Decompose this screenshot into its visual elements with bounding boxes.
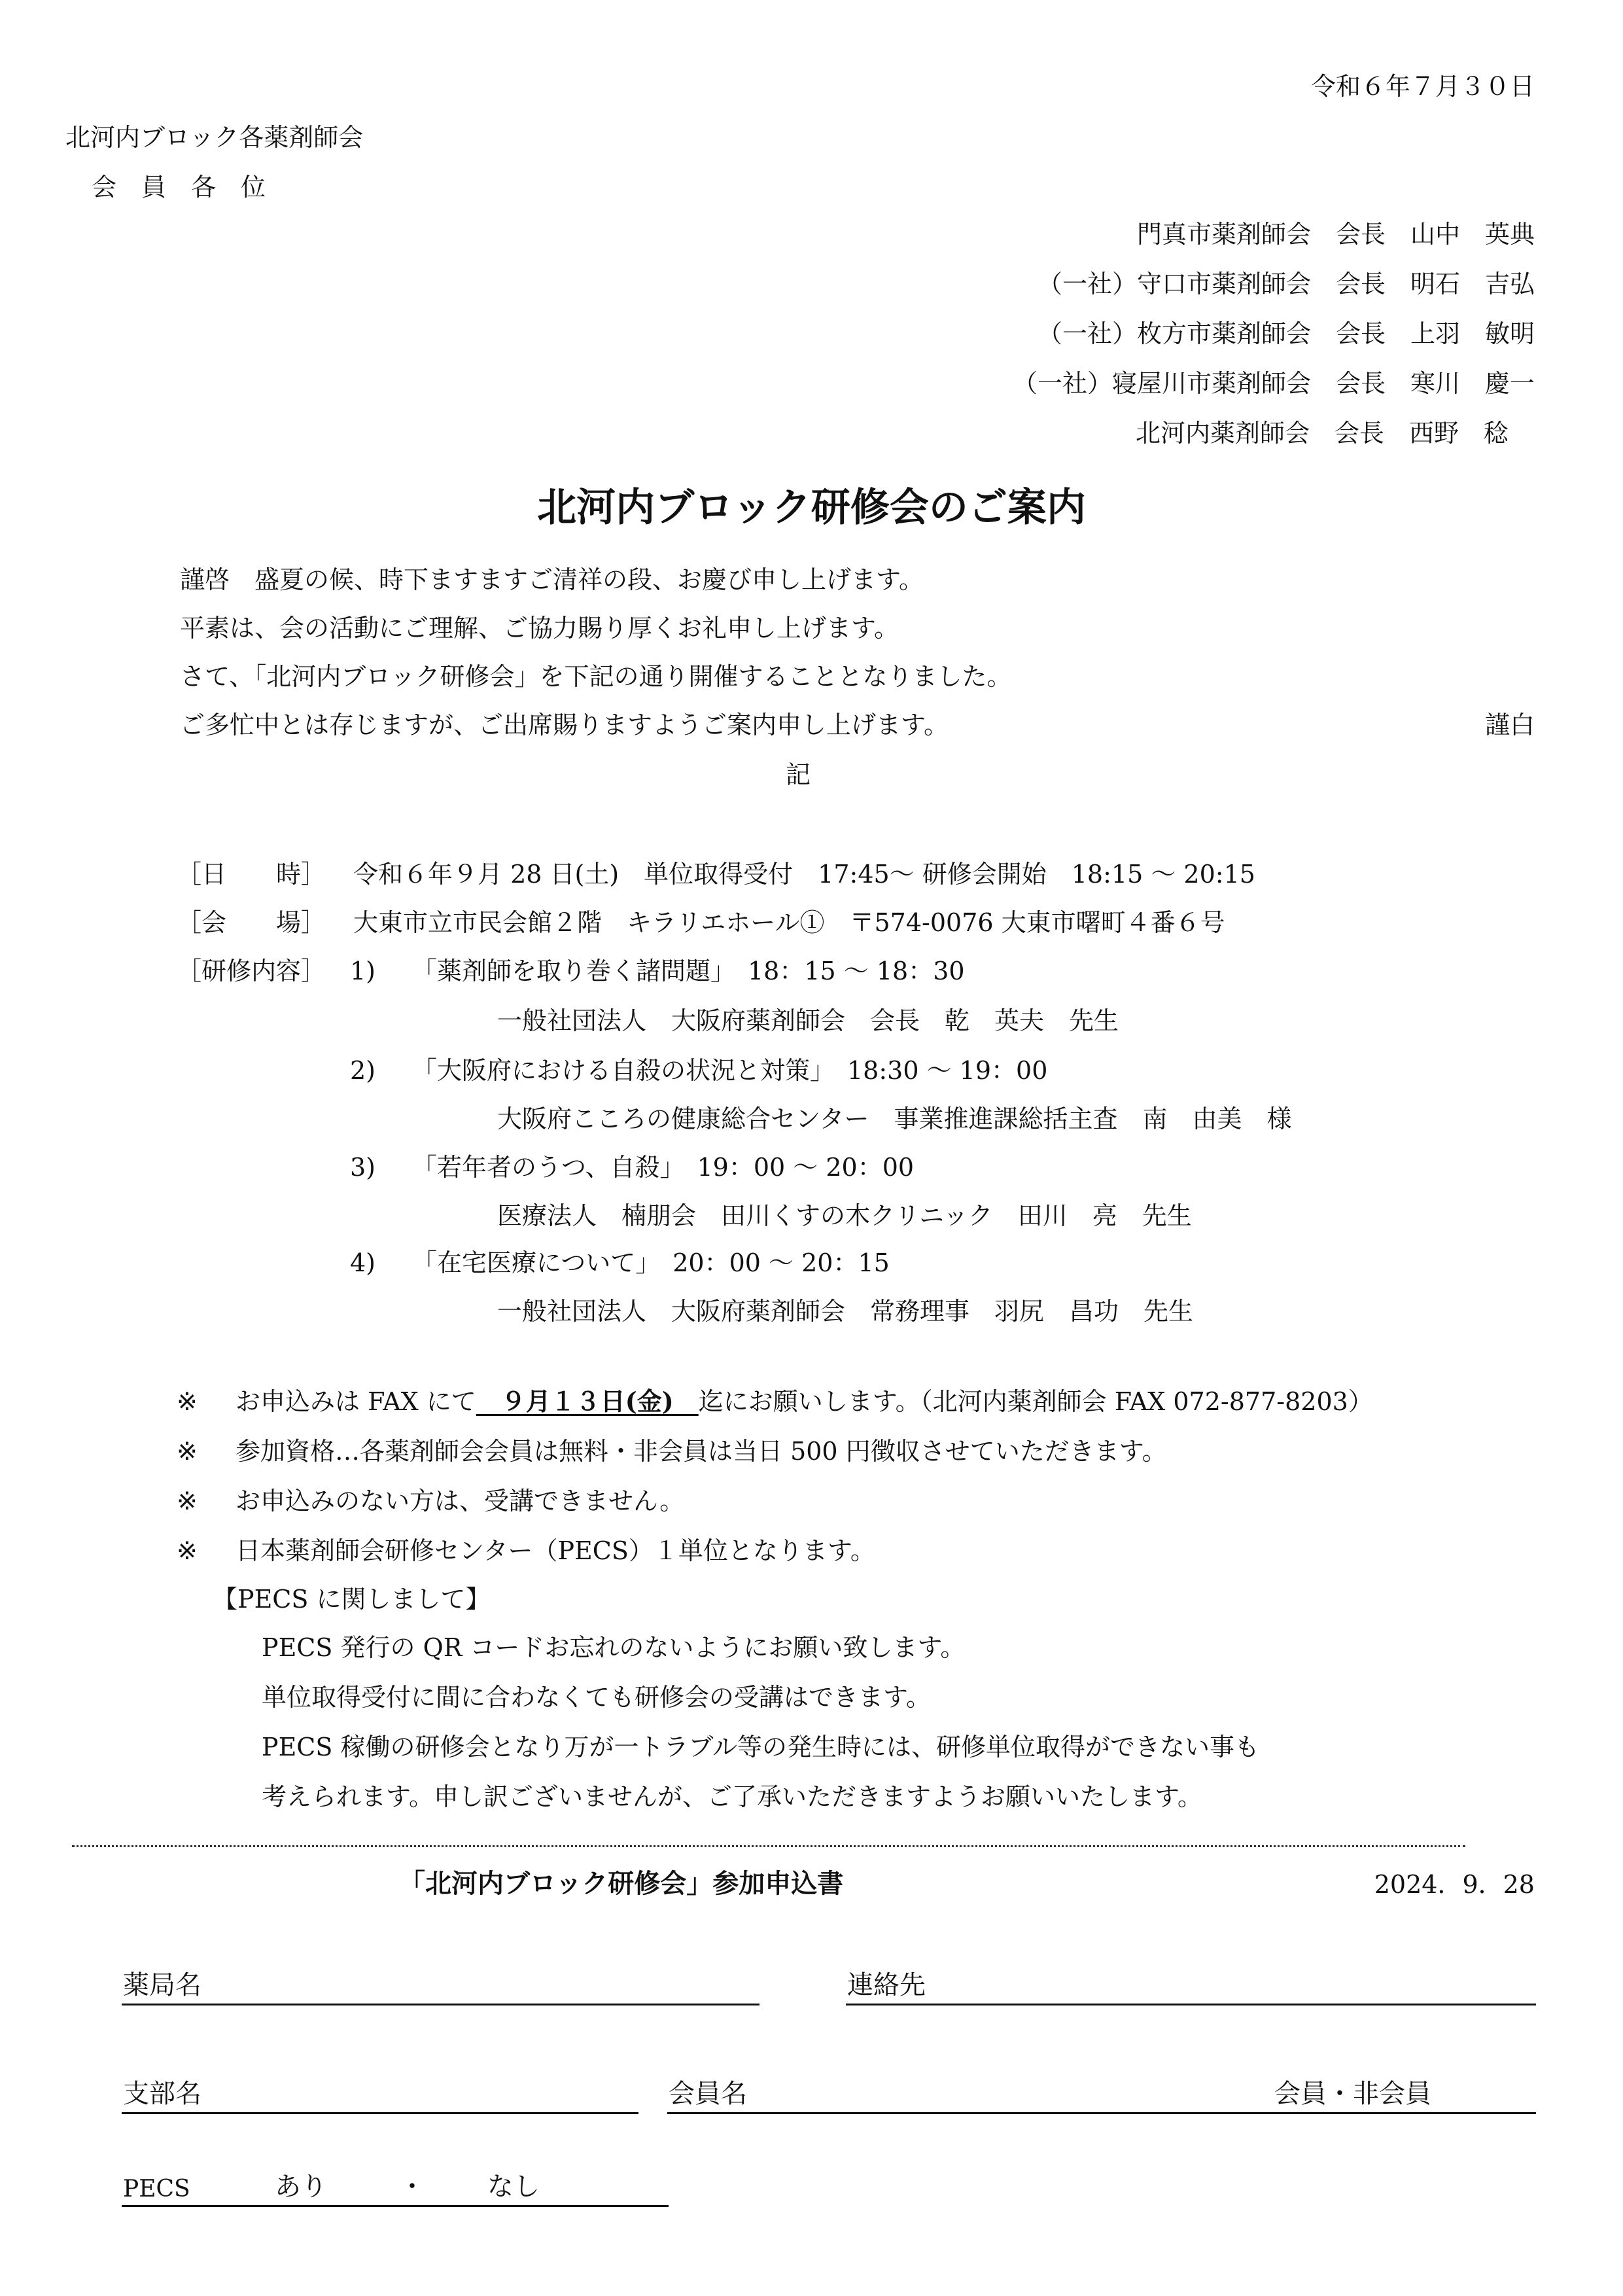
body-line-3: さて、「北河内ブロック研修会」を下記の通り開催することとなりました。 xyxy=(180,662,1012,691)
session-1-title: 「薬剤師を取り巻く諸問題」 18：15 ～ 18：30 xyxy=(412,957,965,985)
content-label: ［研修内容］ xyxy=(177,957,326,985)
cut-line xyxy=(72,1845,1465,1847)
closing: 謹白 xyxy=(1484,711,1535,739)
branch-name-field[interactable] xyxy=(122,2112,638,2114)
pecs-line-4: 考えられます。申し訳ございませんが、ご了承いただきますようお願いいたします。 xyxy=(262,1782,1202,1811)
note-application xyxy=(236,1386,1373,1417)
pecs-line-3: PECS 稼働の研修会となり万が一トラブル等の発生時には、研修単位取得ができない事も xyxy=(262,1733,1259,1761)
document-date: 令和６年７月３０日 xyxy=(1310,72,1535,101)
form-title: 「北河内ブロック研修会」参加申込書 xyxy=(399,1869,844,1899)
note-mark-1: ※ xyxy=(177,1387,198,1416)
datetime-label: ［日 時］ xyxy=(177,860,326,889)
member-name-label: 会員名 xyxy=(669,2079,747,2109)
note-application-post: 迄にお願いします。（北河内薬剤師会 FAX 072-877-8203） xyxy=(698,1387,1373,1416)
page-title: 北河内ブロック研修会のご案内 xyxy=(537,485,1086,531)
note-mark-2: ※ xyxy=(177,1437,198,1466)
pecs-separator: ・ xyxy=(399,2172,425,2202)
recipient-line-2: 会 員 各 位 xyxy=(92,173,266,202)
sender-kadoma: 門真市薬剤師会 会長 山中 英典 xyxy=(1136,220,1535,249)
session-4-title: 「在宅医療について」 20：00 ～ 20：15 xyxy=(412,1248,890,1277)
body-line-1: 謹啓 盛夏の候、時下ますますご清祥の段、お慶び申し上げます。 xyxy=(180,565,924,594)
pecs-no-option[interactable]: なし xyxy=(487,2172,540,2202)
note-no-application: お申込みのない方は、受講できません。 xyxy=(236,1487,685,1515)
session-3-title: 「若年者のうつ、自殺」 19：00 ～ 20：00 xyxy=(412,1153,915,1182)
body-line-2: 平素は、会の活動にご理解、ご協力賜り厚くお礼申し上げます。 xyxy=(180,614,899,643)
pecs-label: PECS xyxy=(123,2176,190,2202)
recipient-line-1: 北河内ブロック各薬剤師会 xyxy=(65,123,364,152)
application-deadline: ９月１３日(金) xyxy=(476,1386,699,1416)
pecs-yes-option[interactable]: あり xyxy=(275,2172,327,2202)
venue-label: ［会 場］ xyxy=(177,908,326,937)
member-status-option[interactable]: 会員・非会員 xyxy=(1274,2079,1431,2109)
note-pecs-credit: 日本薬剤師会研修センター（PECS）１単位となります。 xyxy=(236,1536,875,1565)
pharmacy-name-label: 薬局名 xyxy=(123,1970,201,2000)
session-1-speaker: 一般社団法人 大阪府薬剤師会 会長 乾 英夫 先生 xyxy=(497,1006,1119,1035)
venue-value: 大東市立市民会館２階 キラリエホール① 〒574-0076 大東市曙町４番６号 xyxy=(353,908,1225,937)
sender-hirakata: （一社）枚方市薬剤師会 会長 上羽 敏明 xyxy=(1037,319,1535,348)
session-3-number: 3) xyxy=(350,1153,376,1182)
session-1-number: 1) xyxy=(350,957,376,985)
pecs-line-2: 単位取得受付に間に合わなくても研修会の受講はできます。 xyxy=(262,1683,931,1712)
pharmacy-name-field[interactable] xyxy=(122,2004,759,2005)
branch-name-label: 支部名 xyxy=(123,2079,201,2109)
member-name-field[interactable] xyxy=(667,2112,1536,2114)
sender-kitakawachi: 北河内薬剤師会 会長 西野 稔 xyxy=(1135,419,1509,448)
session-2-number: 2) xyxy=(350,1056,376,1085)
session-3-speaker: 医療法人 楠朋会 田川くすの木クリニック 田川 亮 先生 xyxy=(497,1201,1192,1230)
contact-field[interactable] xyxy=(846,2004,1536,2005)
body-line-4: ご多忙中とは存じますが、ご出席賜りますようご案内申し上げます。 xyxy=(180,711,949,739)
note-application-pre: お申込みは FAX にて xyxy=(236,1387,476,1416)
session-2-title: 「大阪府における自殺の状況と対策」 18:30 ～ 19：00 xyxy=(412,1056,1048,1085)
pecs-line-1: PECS 発行の QR コードお忘れのないようにお願い致します。 xyxy=(262,1633,966,1662)
session-2-speaker: 大阪府こころの健康総合センター 事業推進課総括主査 南 由美 様 xyxy=(497,1104,1292,1133)
pecs-field[interactable] xyxy=(122,2205,669,2207)
sender-moriguchi: （一社）守口市薬剤師会 会長 明石 吉弘 xyxy=(1037,270,1535,298)
note-eligibility: 参加資格…各薬剤師会会員は無料・非会員は当日 500 円徴収させていただきます。 xyxy=(236,1437,1167,1466)
note-mark-4: ※ xyxy=(177,1536,198,1565)
session-4-number: 4) xyxy=(350,1248,376,1277)
ki-heading: 記 xyxy=(785,760,811,789)
session-4-speaker: 一般社団法人 大阪府薬剤師会 常務理事 羽尻 昌功 先生 xyxy=(497,1297,1194,1326)
pecs-heading: 【PECS に関しまして】 xyxy=(213,1585,491,1614)
datetime-value: 令和６年９月 28 日(土) 単位取得受付 17:45～ 研修会開始 18:15 ～ 20:15 xyxy=(353,860,1255,889)
form-date: 2024．9．28 xyxy=(1374,1870,1535,1899)
contact-label: 連絡先 xyxy=(847,1970,926,2000)
note-mark-3: ※ xyxy=(177,1487,198,1515)
sender-neyagawa: （一社）寝屋川市薬剤師会 会長 寒川 慶一 xyxy=(1012,369,1535,398)
